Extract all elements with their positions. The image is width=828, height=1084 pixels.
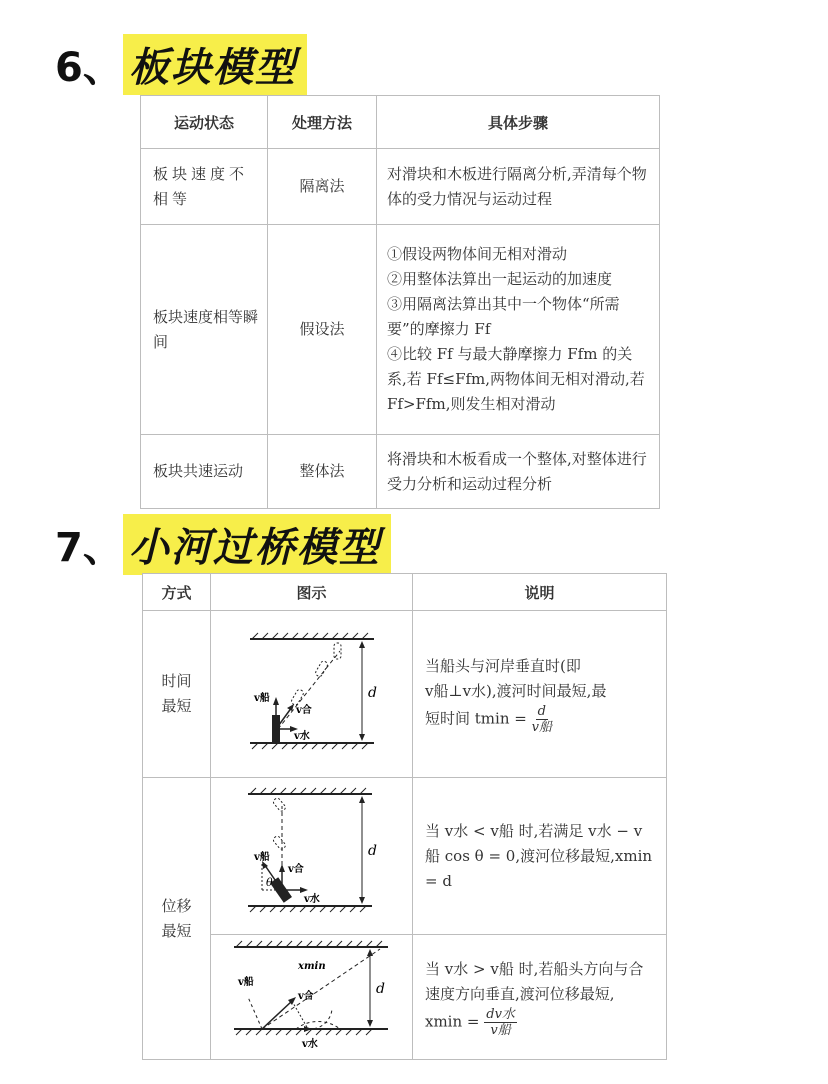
state-cell: 板块共速运动 [141,435,268,509]
steps-cell [377,149,660,225]
step-text: ④比较 Ff 与最大静摩擦力 Ffm 的关系,若 Ff≤Ffm,两物体间无相对滑动,若 Ff>Ffm,则发生相对滑动 [387,345,645,413]
step-text: ②用整体法算出一起运动的加速度 [387,270,613,288]
table-row [141,225,660,435]
figure-cell [211,935,413,1060]
table-row [141,149,660,225]
shortest-time-diagram [212,611,412,769]
theta-label: θ [265,876,273,889]
desc-cell [413,611,667,778]
method-cell: 隔离法 [268,149,377,225]
col-header-figure: 图示 [211,574,413,611]
desc-line: v船⊥v水),渡河时间最短,最 [425,681,607,700]
distance-label: d [367,685,377,701]
combined-velocity-label: v合 [287,864,304,875]
desc-line [425,704,656,735]
desc-line: 当船头与河岸垂直时(即 [425,656,581,675]
col-header-way: 方式 [143,574,211,611]
water-velocity-label: v水 [301,1039,318,1050]
fraction [484,1007,517,1038]
table-row [141,435,660,509]
col-header-method: 处理方法 [268,96,377,149]
desc-line: 当 v水 < v船 时,若满足 v水 − v船 cos θ = 0,渡河位移最短,xmin = d [425,821,653,890]
steps-cell [377,435,660,509]
desc-line: 当 v水 > v船 时,若船头方向与合速度方向垂直,渡河位移最短, [425,959,644,1003]
shortest-displacement-diagram-1 [212,778,412,926]
water-velocity-label: v水 [303,894,320,905]
col-header-desc: 说明 [413,574,667,611]
combined-velocity-label: v合 [297,991,314,1002]
river-crossing-table [142,573,667,1060]
distance-label: d [375,981,385,997]
section-7-title: 小河过桥模型 [123,514,391,575]
desc-line [425,1007,656,1038]
method-cell: 整体法 [268,435,377,509]
steps-cell [377,225,660,435]
desc-text: xmin = [425,1012,480,1030]
method-cell: 假设法 [268,225,377,435]
way-cell: 时间 最短 [143,611,211,778]
xmin-label: xmin [297,961,326,972]
board-block-table [140,95,660,509]
fraction-numerator: d [537,703,546,719]
step-text: ③用隔离法算出其中一个物体“所需要”的摩擦力 Ff [387,295,620,338]
distance-label: d [367,843,377,859]
fraction [532,704,552,735]
table-row [143,778,667,935]
table-header-row [141,96,660,149]
section-6-heading [55,34,307,95]
boat-velocity-label: v船 [253,852,270,863]
step-text: 对滑块和木板进行隔离分析,弄清每个物体的受力情况与运动过程 [387,164,647,208]
step-text: 将滑块和木板看成一个整体,对整体进行受力分析和运动过程分析 [387,449,647,493]
way-cell: 位移 最短 [143,778,211,1060]
fraction-denominator: v船 [490,1022,511,1038]
state-cell: 板块速度不相等 [141,149,268,225]
col-header-steps: 具体步骤 [377,96,660,149]
section-7-heading [55,514,391,575]
desc-cell [413,778,667,935]
section-6-number: 6、 [55,45,123,91]
desc-text: 短时间 tmin = [425,709,527,727]
water-velocity-label: v水 [293,731,310,742]
table-row [143,935,667,1060]
section-7-number: 7、 [55,525,123,571]
boat-velocity-label: v船 [253,693,270,704]
state-cell: 板块速度相等瞬间 [141,225,268,435]
col-header-state: 运动状态 [141,96,268,149]
table-header-row [143,574,667,611]
figure-cell [211,778,413,935]
figure-cell [211,611,413,778]
fraction-numerator: dv水 [486,1006,515,1022]
section-6-title: 板块模型 [123,34,307,95]
desc-cell [413,935,667,1060]
table-row [143,611,667,778]
step-text: ①假设两物体间无相对滑动 [387,245,568,263]
shortest-displacement-diagram-2 [212,935,412,1051]
combined-velocity-label: v合 [295,705,312,716]
boat-velocity-label: v船 [237,977,254,988]
fraction-denominator: v船 [531,719,552,735]
